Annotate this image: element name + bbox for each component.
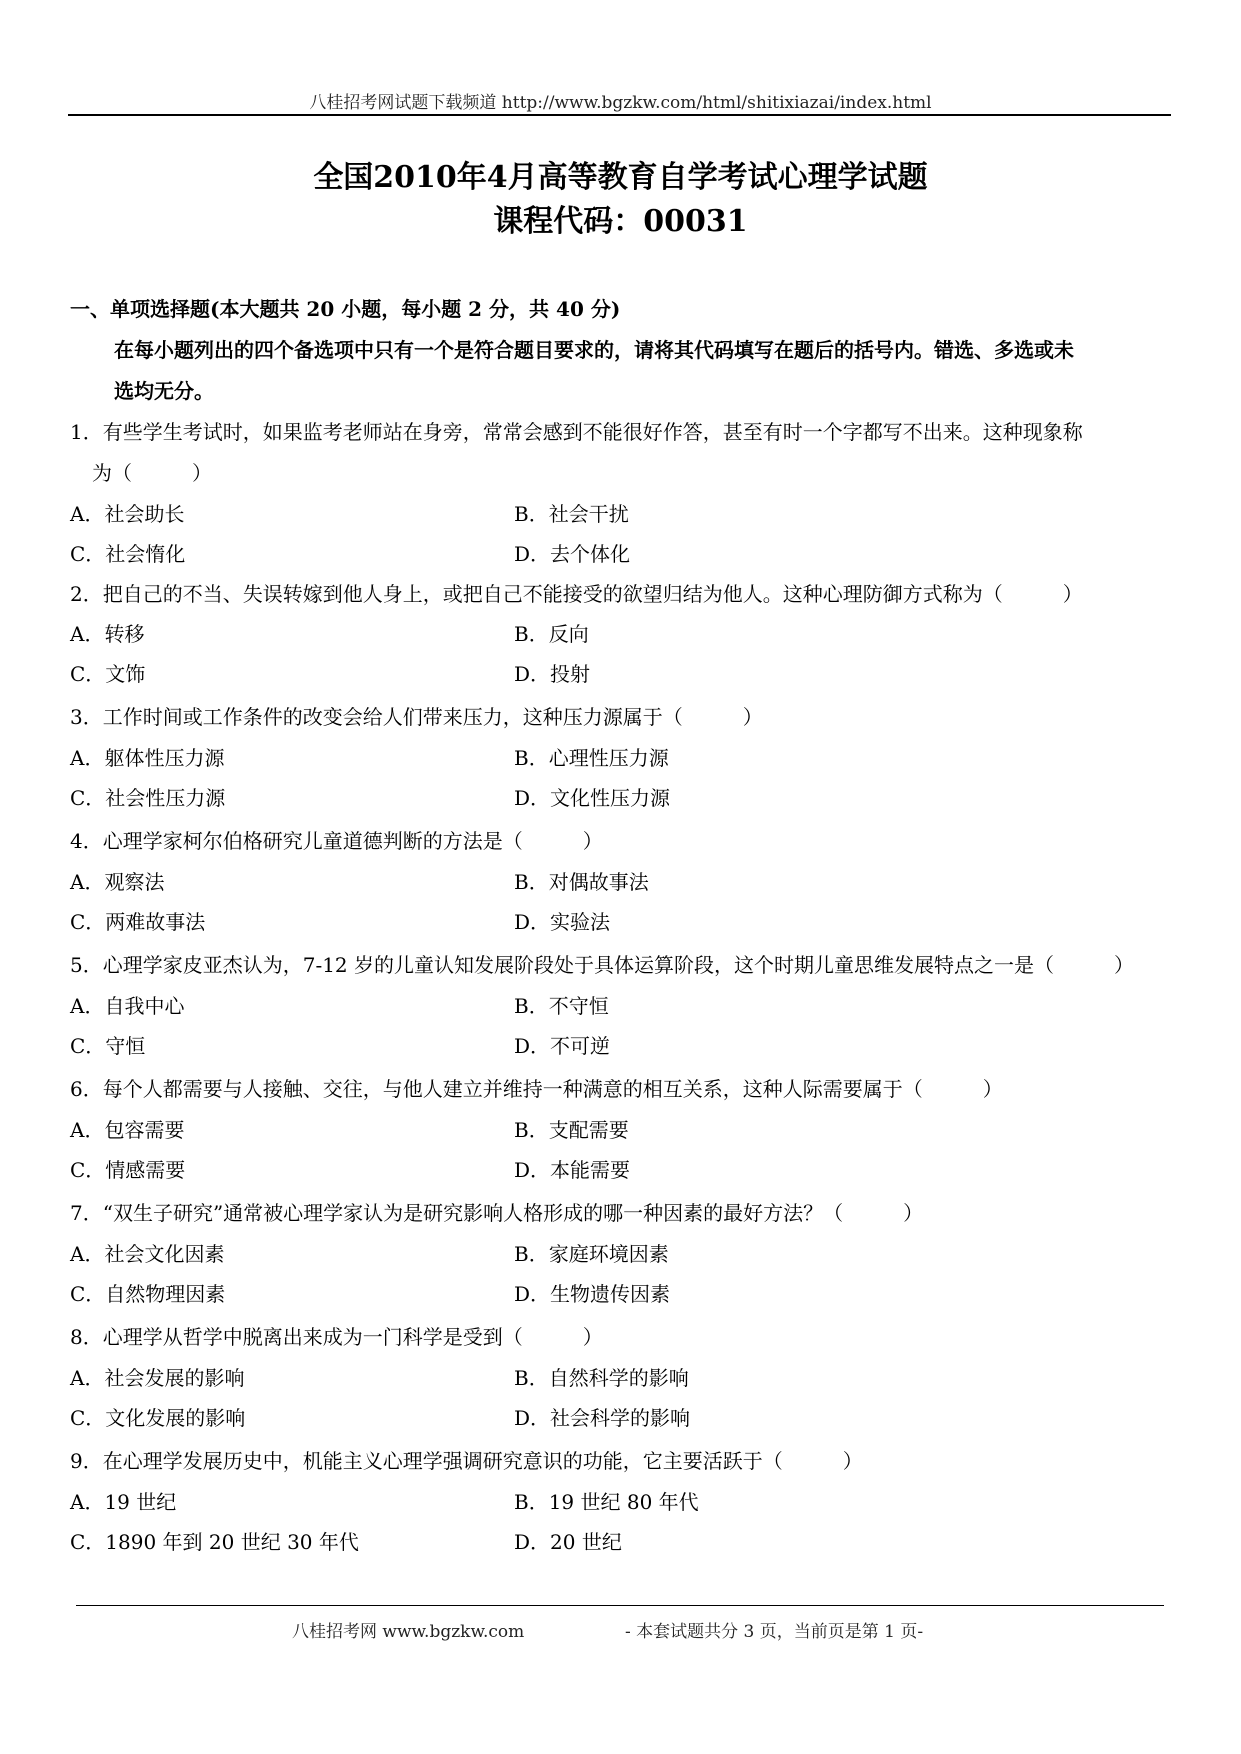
option-b: B．不守恒 (514, 994, 609, 1018)
question-stem: 1．有些学生考试时，如果监考老师站在身旁，常常会感到不能很好作答，甚至有时一个字都写不出来。这种现象称 (70, 420, 1083, 444)
option-b: B．社会干扰 (514, 502, 629, 526)
option-c: C．1890 年到 20 世纪 30 年代 (70, 1530, 359, 1554)
option-c: C．自然物理因素 (70, 1282, 226, 1306)
option-a: A．转移 (70, 622, 145, 646)
option-c: C．社会惰化 (70, 542, 186, 566)
question-stem: 9．在心理学发展历史中，机能主义心理学强调研究意识的功能，它主要活跃于（ ） (70, 1449, 863, 1473)
option-a: A．自我中心 (70, 994, 185, 1018)
option-b: B．支配需要 (514, 1118, 629, 1142)
question-stem: 5．心理学家皮亚杰认为，7-12 岁的儿童认知发展阶段处于具体运算阶段，这个时期儿童思维发展特点之一是（ ） (70, 953, 1135, 977)
question-stem: 8．心理学从哲学中脱离出来成为一门科学是受到（ ） (70, 1325, 603, 1349)
option-a: A．观察法 (70, 870, 165, 894)
option-c: C．两难故事法 (70, 910, 206, 934)
section-instruction-line1: 在每小题列出的四个备选项中只有一个是符合题目要求的，请将其代码填写在题后的括号内。错选、多选或未 (114, 338, 1074, 362)
option-a: A．包容需要 (70, 1118, 185, 1142)
option-b: B．心理性压力源 (514, 746, 669, 770)
option-c: C．文化发展的影响 (70, 1406, 246, 1430)
section-instruction-line2: 选均无分。 (114, 379, 214, 403)
option-a: A．社会文化因素 (70, 1242, 225, 1266)
question-stem-continued: 为（ ） (92, 461, 212, 485)
option-b: B．19 世纪 80 年代 (514, 1490, 699, 1514)
option-a: A．社会助长 (70, 502, 185, 526)
question-stem: 6．每个人都需要与人接触、交往，与他人建立并维持一种满意的相互关系，这种人际需要属于（ ） (70, 1077, 1003, 1101)
footer-divider (76, 1605, 1164, 1606)
question-stem: 2．把自己的不当、失误转嫁到他人身上，或把自己不能接受的欲望归结为他人。这种心理防御方式称为（ ） (70, 582, 1083, 606)
option-d: D．投射 (514, 662, 591, 686)
question-stem: 3．工作时间或工作条件的改变会给人们带来压力，这种压力源属于（ ） (70, 705, 763, 729)
option-b: B．反向 (514, 622, 589, 646)
course-code: 课程代码：00031 (493, 204, 748, 239)
option-a: A．社会发展的影响 (70, 1366, 245, 1390)
option-d: D．20 世纪 (514, 1530, 622, 1554)
option-b: B．家庭环境因素 (514, 1242, 669, 1266)
question-stem: 4．心理学家柯尔伯格研究儿童道德判断的方法是（ ） (70, 829, 603, 853)
option-d: D．本能需要 (514, 1158, 631, 1182)
option-c: C．守恒 (70, 1034, 146, 1058)
footer-page-info: - 本套试题共分 3 页，当前页是第 1 页- (625, 1622, 924, 1642)
exam-title: 全国2010年4月高等教育自学考试心理学试题 (313, 160, 928, 195)
header-text: 八桂招考网试题下载频道 http://www.bgzkw.com/html/shitixiazai/index.html (309, 93, 932, 113)
option-a: A．19 世纪 (70, 1490, 177, 1514)
option-c: C．情感需要 (70, 1158, 186, 1182)
option-d: D．不可逆 (514, 1034, 611, 1058)
option-b: B．自然科学的影响 (514, 1366, 689, 1390)
option-d: D．实验法 (514, 910, 611, 934)
option-d: D．社会科学的影响 (514, 1406, 691, 1430)
option-c: C．文饰 (70, 662, 146, 686)
option-b: B．对偶故事法 (514, 870, 649, 894)
option-d: D．生物遗传因素 (514, 1282, 671, 1306)
footer-site: 八桂招考网 www.bgzkw.com (292, 1622, 525, 1642)
header-divider (68, 114, 1171, 116)
section-heading: 一、单项选择题(本大题共 20 小题，每小题 2 分，共 40 分) (70, 297, 621, 321)
option-c: C．社会性压力源 (70, 786, 226, 810)
question-stem: 7．“双生子研究”通常被心理学家认为是研究影响人格形成的哪一种因素的最好方法？（ ） (70, 1201, 924, 1225)
option-d: D．文化性压力源 (514, 786, 671, 810)
option-d: D．去个体化 (514, 542, 631, 566)
option-a: A．躯体性压力源 (70, 746, 225, 770)
